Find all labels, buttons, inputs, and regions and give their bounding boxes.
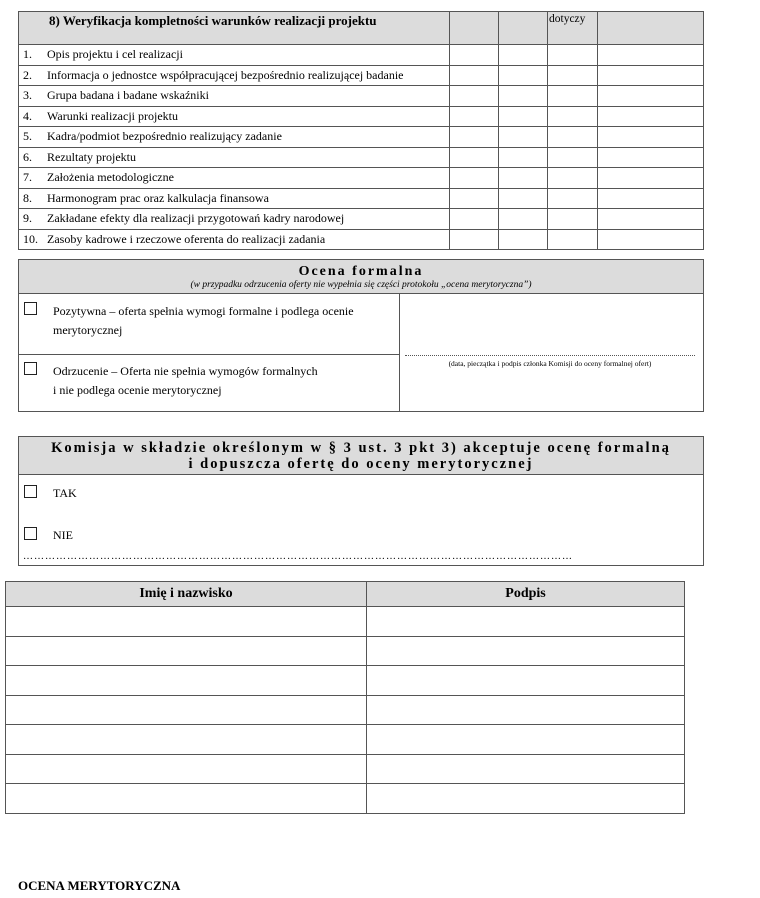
sign-cell[interactable] (367, 636, 685, 666)
row-cell-dotyczy[interactable] (548, 188, 598, 209)
commission-box (18, 436, 704, 566)
row-number: 3. (19, 86, 46, 107)
row-cell-dotyczy[interactable] (548, 65, 598, 86)
signature-row (6, 725, 685, 755)
row-cell-3[interactable] (598, 229, 704, 250)
row-cell-2[interactable] (499, 209, 548, 230)
row-label: Zasoby kadrowe i rzeczowe oferenta do realizacji zadania (45, 229, 450, 250)
rejected-label-line1: Odrzucenie – Oferta nie spełnia wymogów formalnych (53, 364, 318, 378)
row-cell-2[interactable] (499, 106, 548, 127)
sign-cell[interactable] (367, 754, 685, 784)
section8-title: 8) Weryfikacja kompletności warunków realizacji projektu (19, 12, 450, 45)
signature-caption: (data, pieczątka i podpis członka Komisji do oceny formalnej ofert) (448, 359, 652, 368)
signatures-header (6, 582, 685, 607)
name-cell[interactable] (6, 636, 367, 666)
row-label: Opis projektu i cel realizacji (45, 45, 450, 66)
formal-options (19, 294, 400, 411)
header-cell-blank-2 (499, 12, 548, 45)
row-number: 7. (19, 168, 46, 189)
name-cell[interactable] (6, 695, 367, 725)
table-row (19, 209, 704, 230)
rejected-label-line2: i nie podlega ocenie merytorycznej (53, 383, 222, 397)
option-rejected (19, 355, 399, 411)
commission-header (19, 437, 703, 475)
table-row (19, 127, 704, 148)
signature-row (6, 695, 685, 725)
col-sign-header: Podpis (367, 582, 685, 607)
name-cell[interactable] (6, 666, 367, 696)
table-row (19, 188, 704, 209)
row-cell-1[interactable] (450, 127, 499, 148)
col-name-header: Imię i nazwisko (6, 582, 367, 607)
row-label: Harmonogram prac oraz kalkulacja finansowa (45, 188, 450, 209)
positive-label-line2: merytorycznej (53, 323, 123, 337)
name-cell[interactable] (6, 784, 367, 814)
yes-label: TAK (53, 486, 77, 500)
no-checkbox[interactable] (24, 527, 37, 540)
commission-title-line1: Komisja w składzie określonym w § 3 ust. 3 pkt 3) akceptuje ocenę formalną (51, 440, 671, 456)
positive-checkbox[interactable] (24, 302, 37, 315)
row-cell-2[interactable] (499, 229, 548, 250)
row-cell-1[interactable] (450, 168, 499, 189)
row-number: 9. (19, 209, 46, 230)
row-cell-dotyczy[interactable] (548, 127, 598, 148)
row-cell-1[interactable] (450, 188, 499, 209)
sign-cell[interactable] (367, 695, 685, 725)
signature-row (6, 754, 685, 784)
row-cell-1[interactable] (450, 147, 499, 168)
name-cell[interactable] (6, 754, 367, 784)
header-cell-blank-3 (598, 12, 704, 45)
row-number: 8. (19, 188, 46, 209)
row-cell-dotyczy[interactable] (548, 209, 598, 230)
formal-assessment-header (19, 260, 703, 294)
row-cell-2[interactable] (499, 45, 548, 66)
formal-assessment-box (18, 259, 704, 412)
row-cell-3[interactable] (598, 168, 704, 189)
commission-dotted-line: …………………………………………………………………………………………………………………………………… (23, 551, 573, 562)
header-cell-blank-1 (450, 12, 499, 45)
row-number: 10. (19, 229, 46, 250)
row-cell-3[interactable] (598, 188, 704, 209)
name-cell[interactable] (6, 607, 367, 637)
row-cell-3[interactable] (598, 86, 704, 107)
signature-row (6, 607, 685, 637)
completeness-table (18, 11, 704, 250)
table-row (19, 229, 704, 250)
sign-cell[interactable] (367, 666, 685, 696)
row-cell-dotyczy[interactable] (548, 168, 598, 189)
row-cell-3[interactable] (598, 209, 704, 230)
yes-checkbox[interactable] (24, 485, 37, 498)
table-row (19, 65, 704, 86)
formal-assessment-subtitle: (w przypadku odrzucenia oferty nie wypełnia się części protokołu „ocena merytoryczna”) (190, 280, 532, 290)
completeness-table-header (19, 12, 704, 45)
table-row (19, 168, 704, 189)
sign-cell[interactable] (367, 607, 685, 637)
option-positive (19, 294, 399, 355)
merit-assessment-heading: OCENA MERYTORYCZNA (18, 878, 181, 893)
row-cell-2[interactable] (499, 86, 548, 107)
row-cell-1[interactable] (450, 209, 499, 230)
table-row (19, 147, 704, 168)
row-label: Zakładane efekty dla realizacji przygotowań kadry narodowej (45, 209, 450, 230)
row-cell-3[interactable] (598, 45, 704, 66)
row-cell-3[interactable] (598, 127, 704, 148)
name-cell[interactable] (6, 725, 367, 755)
table-row (19, 45, 704, 66)
sign-cell[interactable] (367, 784, 685, 814)
row-cell-2[interactable] (499, 168, 548, 189)
row-cell-3[interactable] (598, 147, 704, 168)
row-cell-2[interactable] (499, 65, 548, 86)
row-cell-2[interactable] (499, 127, 548, 148)
row-label: Warunki realizacji projektu (45, 106, 450, 127)
sign-cell[interactable] (367, 725, 685, 755)
header-cell-dotyczy: dotyczy (548, 12, 598, 45)
row-cell-dotyczy[interactable] (548, 45, 598, 66)
row-cell-dotyczy[interactable] (548, 229, 598, 250)
row-number: 1. (19, 45, 46, 66)
row-number: 2. (19, 65, 46, 86)
row-cell-3[interactable] (598, 65, 704, 86)
commission-title-line2: i dopuszcza ofertę do oceny merytorycznej (188, 456, 534, 472)
signature-row (6, 784, 685, 814)
formal-assessment-title: Ocena formalna (298, 264, 424, 279)
row-cell-3[interactable] (598, 106, 704, 127)
row-cell-1[interactable] (450, 229, 499, 250)
row-cell-dotyczy[interactable] (548, 147, 598, 168)
row-cell-dotyczy[interactable] (548, 106, 598, 127)
row-cell-1[interactable] (450, 106, 499, 127)
row-cell-2[interactable] (499, 147, 548, 168)
row-label: Grupa badana i badane wskaźniki (45, 86, 450, 107)
table-row (19, 106, 704, 127)
row-label: Kadra/podmiot bezpośrednio realizujący zadanie (45, 127, 450, 148)
row-number: 4. (19, 106, 46, 127)
signature-dotted-line (405, 355, 695, 356)
row-cell-2[interactable] (499, 188, 548, 209)
no-label: NIE (53, 528, 73, 542)
row-cell-1[interactable] (450, 86, 499, 107)
signature-row (6, 666, 685, 696)
row-number: 6. (19, 147, 46, 168)
row-cell-1[interactable] (450, 65, 499, 86)
row-label: Założenia metodologiczne (45, 168, 450, 189)
row-label: Rezultaty projektu (45, 147, 450, 168)
signature-row (6, 636, 685, 666)
rejected-label (53, 362, 318, 400)
row-cell-1[interactable] (450, 45, 499, 66)
signatures-table (5, 581, 685, 814)
positive-label-line1: Pozytywna – oferta spełnia wymogi formalne i podlega ocenie (53, 304, 354, 318)
row-label: Informacja o jednostce współpracującej bezpośrednio realizującej badanie (45, 65, 450, 86)
table-row (19, 86, 704, 107)
rejected-checkbox[interactable] (24, 362, 37, 375)
row-number: 5. (19, 127, 46, 148)
positive-label (53, 302, 354, 340)
row-cell-dotyczy[interactable] (548, 86, 598, 107)
